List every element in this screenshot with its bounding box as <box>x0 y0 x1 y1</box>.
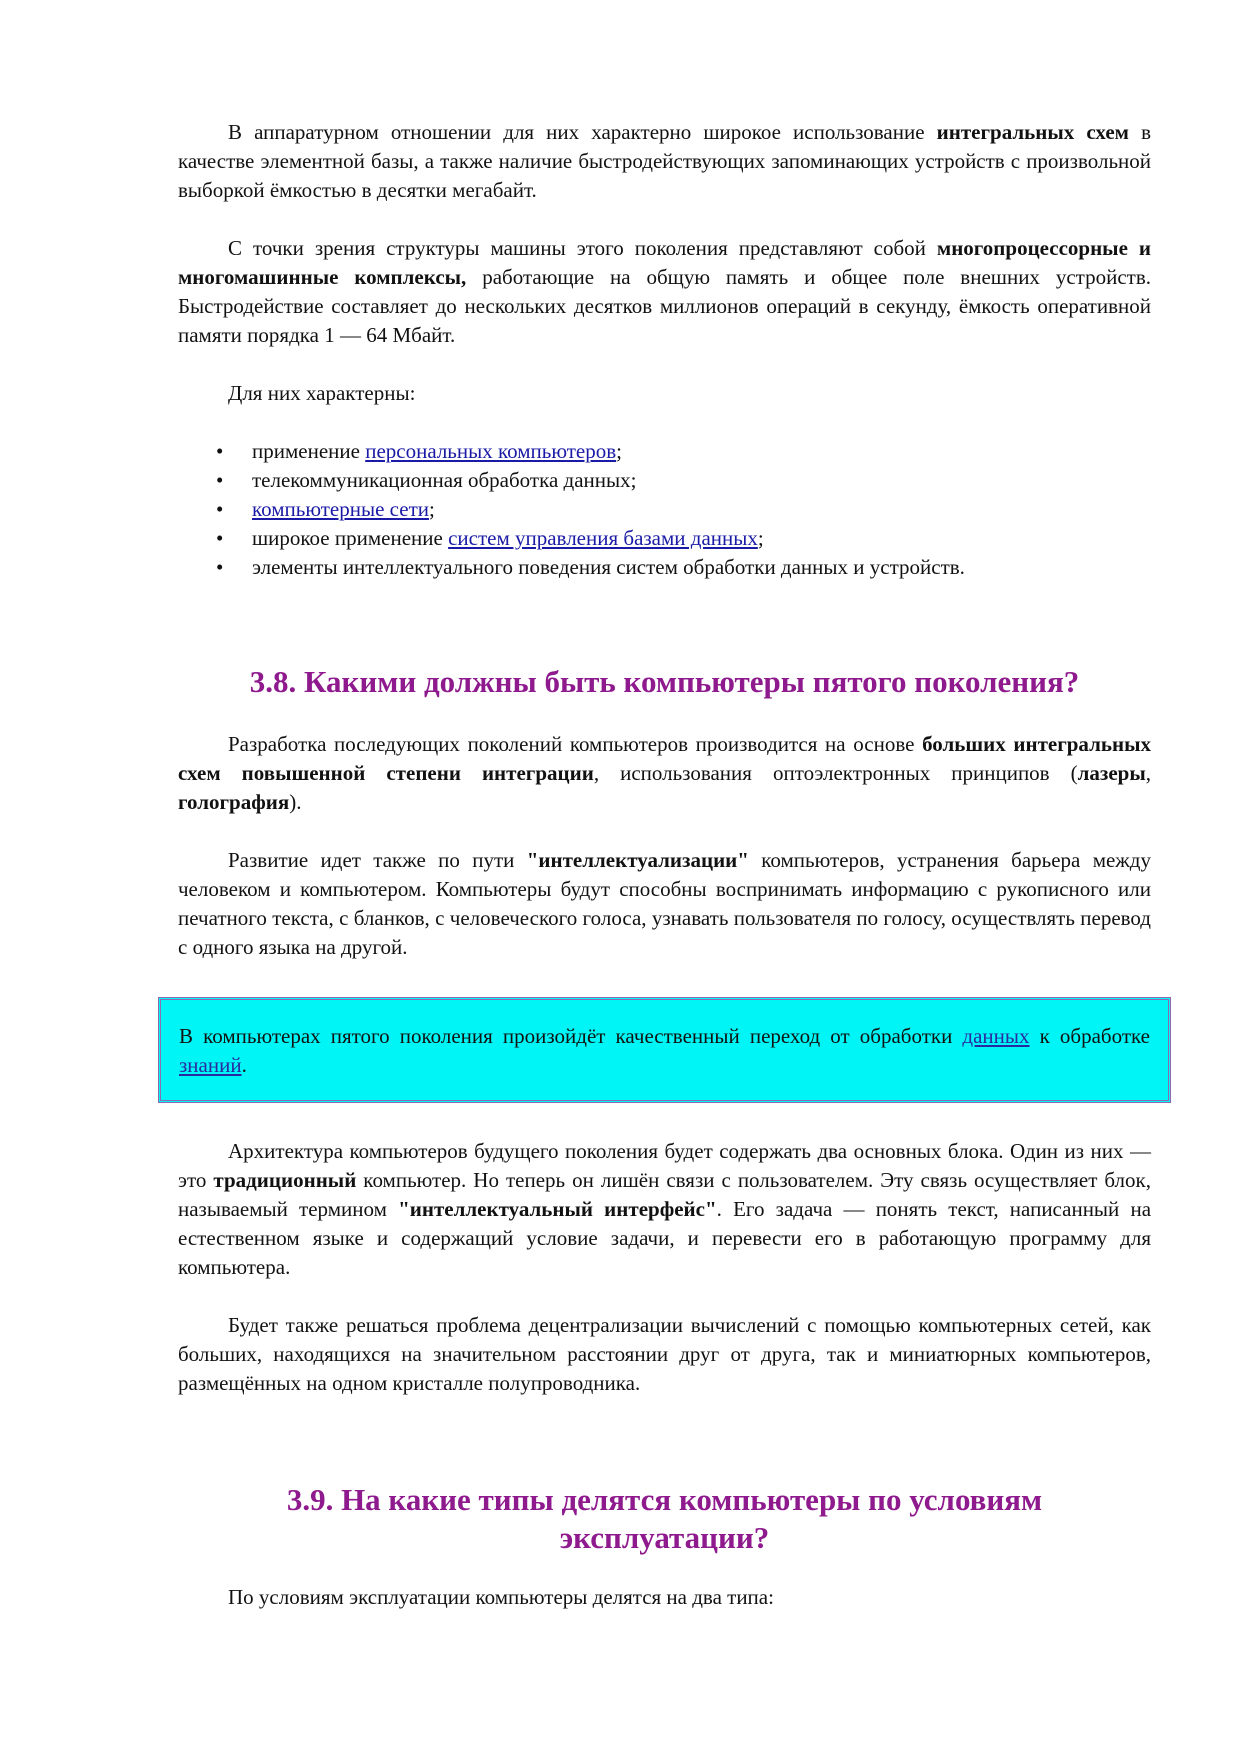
bold-term: многопроцессорные и многомашинные комплексы, <box>178 236 1151 289</box>
bold-term: больших интегральных схем повышенной степени интеграции <box>178 732 1151 785</box>
bold-term: интегральных схем <box>936 120 1129 144</box>
text-run: в качестве элементной базы, а также наличие быстродействующих запоминающих устройств с произвольной выборкой ёмкостью в десятки мегабайт. <box>178 120 1152 202</box>
link-personal-computers[interactable]: персональных компьютеров <box>365 439 617 463</box>
list-item: • компьютерные сети; <box>178 495 1151 524</box>
paragraph-structure <box>178 234 1151 350</box>
callout-text: В компьютерах пятого поколения произойдёт качественный переход от обработки данных к обработке знаний. <box>179 1024 1150 1077</box>
section-heading-3-8: 3.8. Какими должны быть компьютеры пятого поколения? <box>249 664 1080 699</box>
list-item: • применение персональных компьютеров; <box>178 437 1151 466</box>
section-heading-3-9: 3.9. На какие типы делятся компьютеры по условиям эксплуатации? <box>286 1482 1043 1555</box>
list-item: • элементы интеллектуального поведения систем обработки данных и устройств. <box>178 553 1151 582</box>
characteristics-list <box>178 437 1151 582</box>
paragraph-development: Разработка последующих поколений компьютеров производится на основе больших интегральных схем повышенной степени интеграции, использования оптоэлектронных принципов (лазеры, голография). <box>178 732 1151 814</box>
text-run: работающие на общую память и общее поле внешних устройств. Быстродействие составляет до нескольких десятков миллионов операций в секунду, ёмкость оперативной памяти порядка 1 — 64 Мбайт. <box>178 265 1151 347</box>
paragraph-operation-types: По условиям эксплуатации компьютеры делятся на два типа: <box>228 1585 774 1609</box>
paragraph-hardware <box>178 118 1151 205</box>
list-item: • широкое применение систем управления базами данных; <box>178 524 1151 553</box>
bold-term: "интеллектуализации" <box>526 848 749 872</box>
link-dbms[interactable]: систем управления базами данных <box>448 526 758 550</box>
link-computer-networks[interactable]: компьютерные сети <box>252 497 429 521</box>
bold-term: традиционный <box>213 1168 357 1192</box>
paragraph-decentralization: Будет также решаться проблема децентрализации вычислений с помощью компьютерных сетей, как больших, находящихся на значительном расстоянии друг от друга, так и миниатюрных компьютеров, размещённых на одном кристалле полупроводника. <box>178 1313 1151 1395</box>
text-run: С точки зрения структуры машины этого поколения представляют собой <box>228 236 937 260</box>
bold-term: лазеры <box>1077 761 1146 785</box>
bold-term: голография <box>178 790 290 814</box>
paragraph-characteristic: Для них характерны: <box>228 381 416 405</box>
highlight-callout <box>158 997 1171 1103</box>
link-data[interactable]: данных <box>962 1024 1030 1048</box>
document-page <box>178 118 1151 1612</box>
text-run: В аппаратурном отношении для них характерно широкое использование <box>228 120 937 144</box>
list-item: • телекоммуникационная обработка данных; <box>178 466 1151 495</box>
paragraph-intellectualization: Развитие идет также по пути "интеллектуализации" компьютеров, устранения барьера между человеком и компьютером. Компьютеры будут способны воспринимать информацию с рукописного или печатного текста, с бланков, с человеческого голоса, узнавать пользователя по голосу, осуществлять перевод с одного языка на другой. <box>178 848 1151 959</box>
bold-term: "интеллектуальный интерфейс" <box>398 1197 717 1221</box>
paragraph-architecture: Архитектура компьютеров будущего поколения будет содержать два основных блока. Один из них — это традиционный компьютер. Но теперь он лишён связи с пользователем. Эту связь осуществляет блок, называемый термином "интеллектуальный интерфейс". Его задача — понять текст, написанный на естественном языке и содержащий условие задачи, и перевести его в работающую программу для компьютера. <box>178 1139 1152 1279</box>
link-knowledge[interactable]: знаний <box>179 1053 242 1077</box>
